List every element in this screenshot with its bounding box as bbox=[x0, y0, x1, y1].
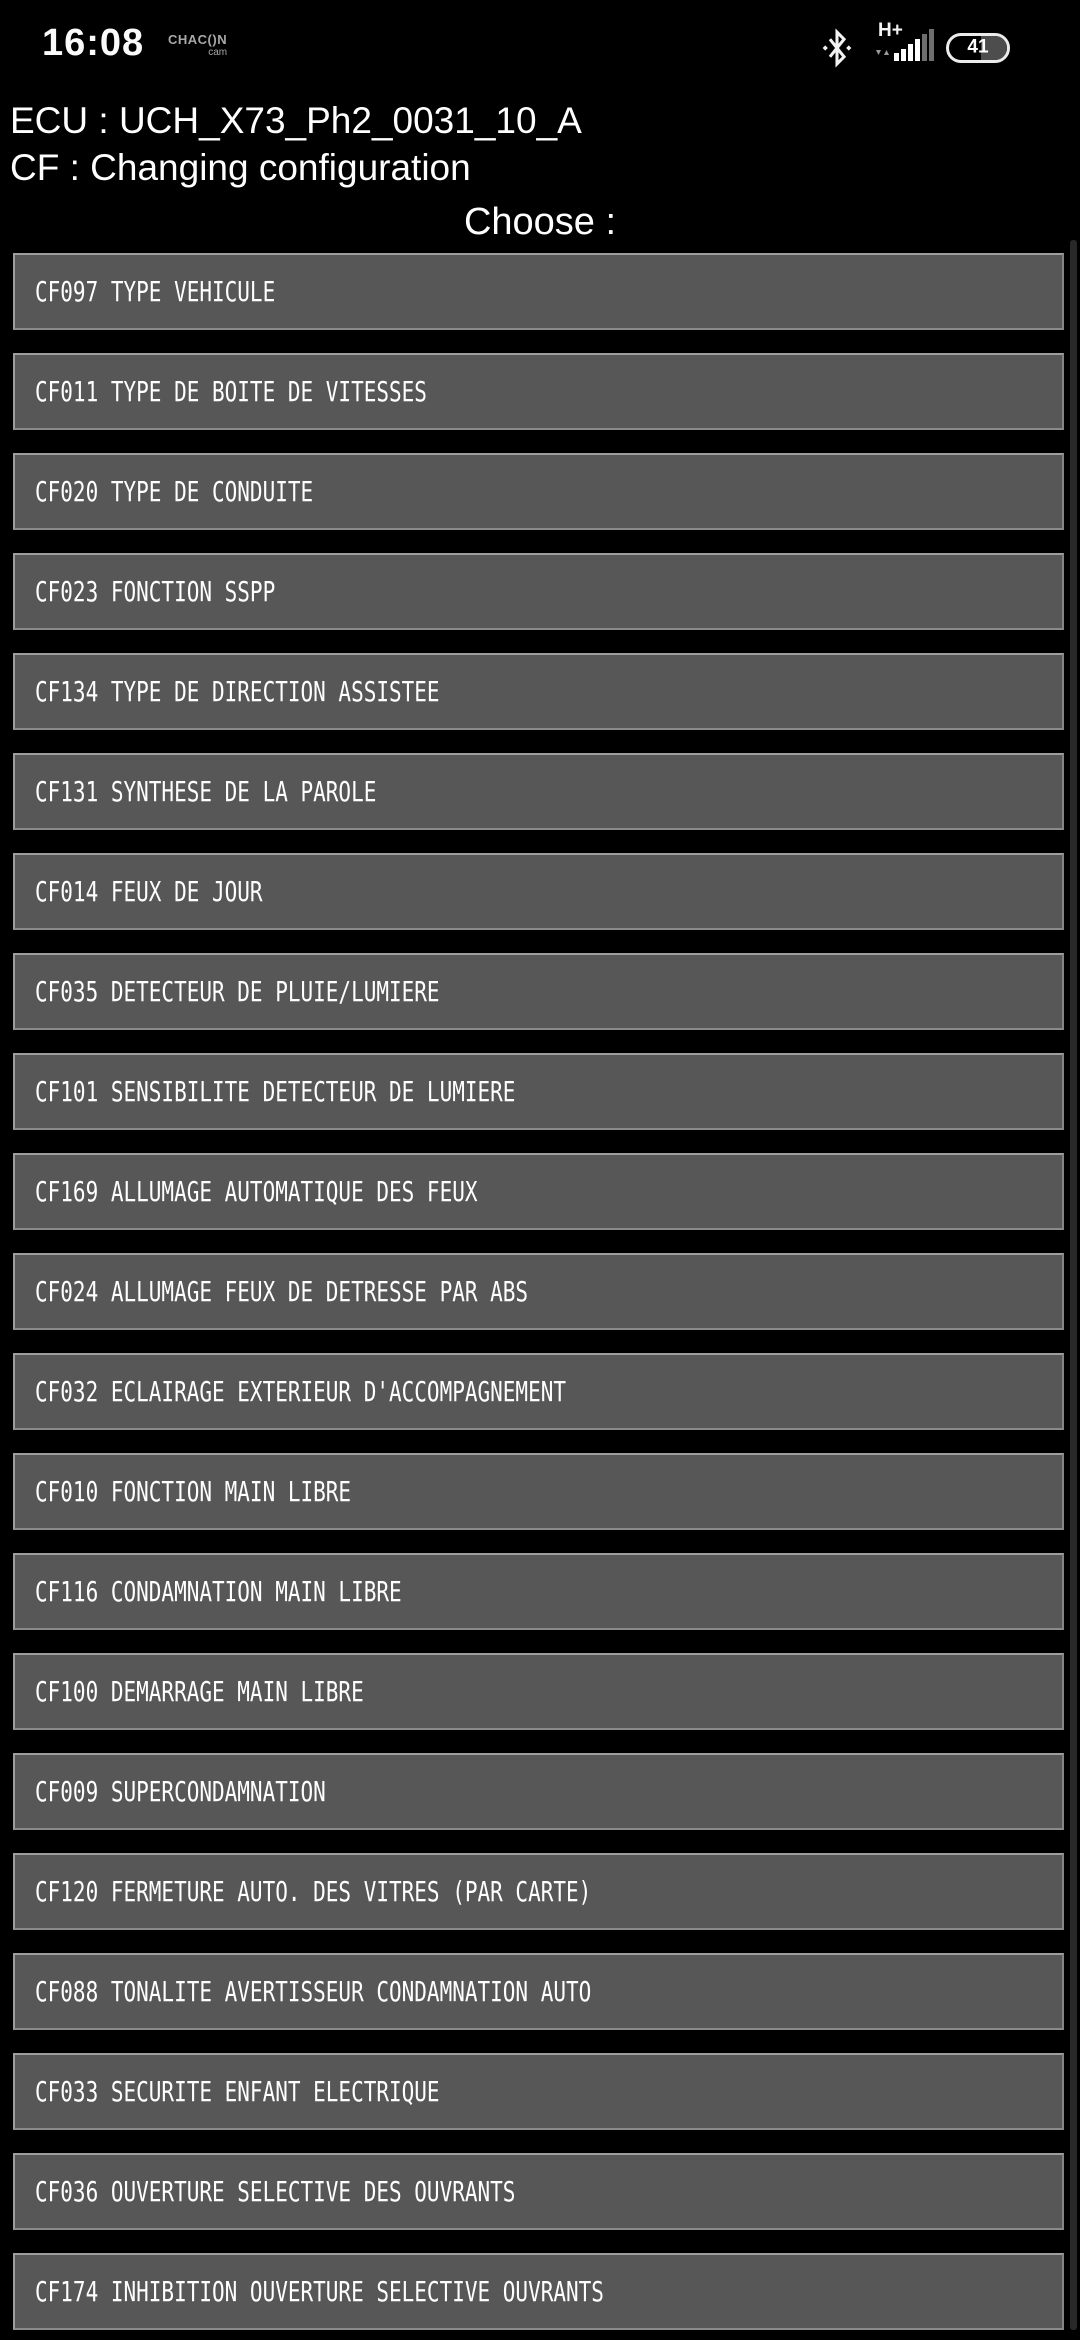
config-option-label: CF097 TYPE VEHICULE bbox=[35, 275, 276, 308]
config-option-button[interactable] bbox=[13, 953, 1064, 1030]
signal-strength-icon bbox=[868, 26, 942, 69]
config-option-label: CF009 SUPERCONDAMNATION bbox=[35, 1775, 326, 1808]
cf-subtitle: CF : Changing configuration bbox=[10, 147, 471, 188]
config-option-button[interactable] bbox=[13, 1453, 1064, 1530]
config-option-button[interactable] bbox=[13, 1353, 1064, 1430]
config-option-button[interactable] bbox=[13, 853, 1064, 930]
battery-indicator bbox=[946, 33, 1010, 63]
config-option-button[interactable] bbox=[13, 1053, 1064, 1130]
config-option-label: CF014 FEUX DE JOUR bbox=[35, 875, 263, 908]
status-bar bbox=[0, 0, 1080, 84]
config-list bbox=[13, 253, 1064, 2340]
config-option-label: CF088 TONALITE AVERTISSEUR CONDAMNATION AUTO bbox=[35, 1975, 592, 2008]
config-option-button[interactable] bbox=[13, 1553, 1064, 1630]
clock: 16:08 bbox=[42, 22, 145, 64]
config-option-button[interactable] bbox=[13, 1653, 1064, 1730]
config-option-label: CF010 FONCTION MAIN LIBRE bbox=[35, 1475, 352, 1508]
bluetooth-icon bbox=[820, 28, 854, 73]
ecu-title: ECU : UCH_X73_Ph2_0031_10_A bbox=[10, 100, 582, 141]
config-option-button[interactable] bbox=[13, 653, 1064, 730]
config-option-label: CF101 SENSIBILITE DETECTEUR DE LUMIERE bbox=[35, 1075, 516, 1108]
config-option-label: CF134 TYPE DE DIRECTION ASSISTEE bbox=[35, 675, 440, 708]
config-option-button[interactable] bbox=[13, 1253, 1064, 1330]
config-option-label: CF169 ALLUMAGE AUTOMATIQUE DES FEUX bbox=[35, 1175, 478, 1208]
config-option-button[interactable] bbox=[13, 353, 1064, 430]
network-type-label: H+ bbox=[878, 20, 903, 41]
config-option-button[interactable] bbox=[13, 1153, 1064, 1230]
config-option-label: CF033 SECURITE ENFANT ELECTRIQUE bbox=[35, 2075, 440, 2108]
battery-percent: 41 bbox=[967, 36, 989, 58]
config-option-label: CF011 TYPE DE BOITE DE VITESSES bbox=[35, 375, 427, 408]
config-option-button[interactable] bbox=[13, 753, 1064, 830]
config-option-button[interactable] bbox=[13, 2253, 1064, 2330]
config-option-label: CF116 CONDAMNATION MAIN LIBRE bbox=[35, 1575, 402, 1608]
config-option-button[interactable] bbox=[13, 2153, 1064, 2230]
config-option-label: CF174 INHIBITION OUVERTURE SELECTIVE OUVRANTS bbox=[35, 2275, 604, 2308]
config-option-button[interactable] bbox=[13, 253, 1064, 330]
config-option-label: CF100 DEMARRAGE MAIN LIBRE bbox=[35, 1675, 364, 1708]
config-option-label: CF036 OUVERTURE SELECTIVE DES OUVRANTS bbox=[35, 2175, 516, 2208]
config-option-button[interactable] bbox=[13, 1953, 1064, 2030]
config-option-label: CF024 ALLUMAGE FEUX DE DETRESSE PAR ABS bbox=[35, 1275, 529, 1308]
chacon-notification-icon: CHAC()N cam bbox=[168, 32, 228, 58]
config-option-label: CF020 TYPE DE CONDUITE bbox=[35, 475, 314, 508]
config-option-button[interactable] bbox=[13, 2053, 1064, 2130]
vertical-scrollbar[interactable] bbox=[1070, 240, 1077, 2330]
config-option-label: CF131 SYNTHESE DE LA PAROLE bbox=[35, 775, 377, 808]
config-option-label: CF032 ECLAIRAGE EXTERIEUR D'ACCOMPAGNEMENT bbox=[35, 1375, 567, 1408]
choose-prompt: Choose : bbox=[463, 201, 617, 243]
config-option-label: CF120 FERMETURE AUTO. DES VITRES (PAR CARTE) bbox=[35, 1875, 592, 1908]
config-option-label: CF035 DETECTEUR DE PLUIE/LUMIERE bbox=[35, 975, 440, 1008]
config-option-button[interactable] bbox=[13, 453, 1064, 530]
config-option-button[interactable] bbox=[13, 1853, 1064, 1930]
config-option-button[interactable] bbox=[13, 553, 1064, 630]
config-option-label: CF023 FONCTION SSPP bbox=[35, 575, 276, 608]
config-option-button[interactable] bbox=[13, 1753, 1064, 1830]
